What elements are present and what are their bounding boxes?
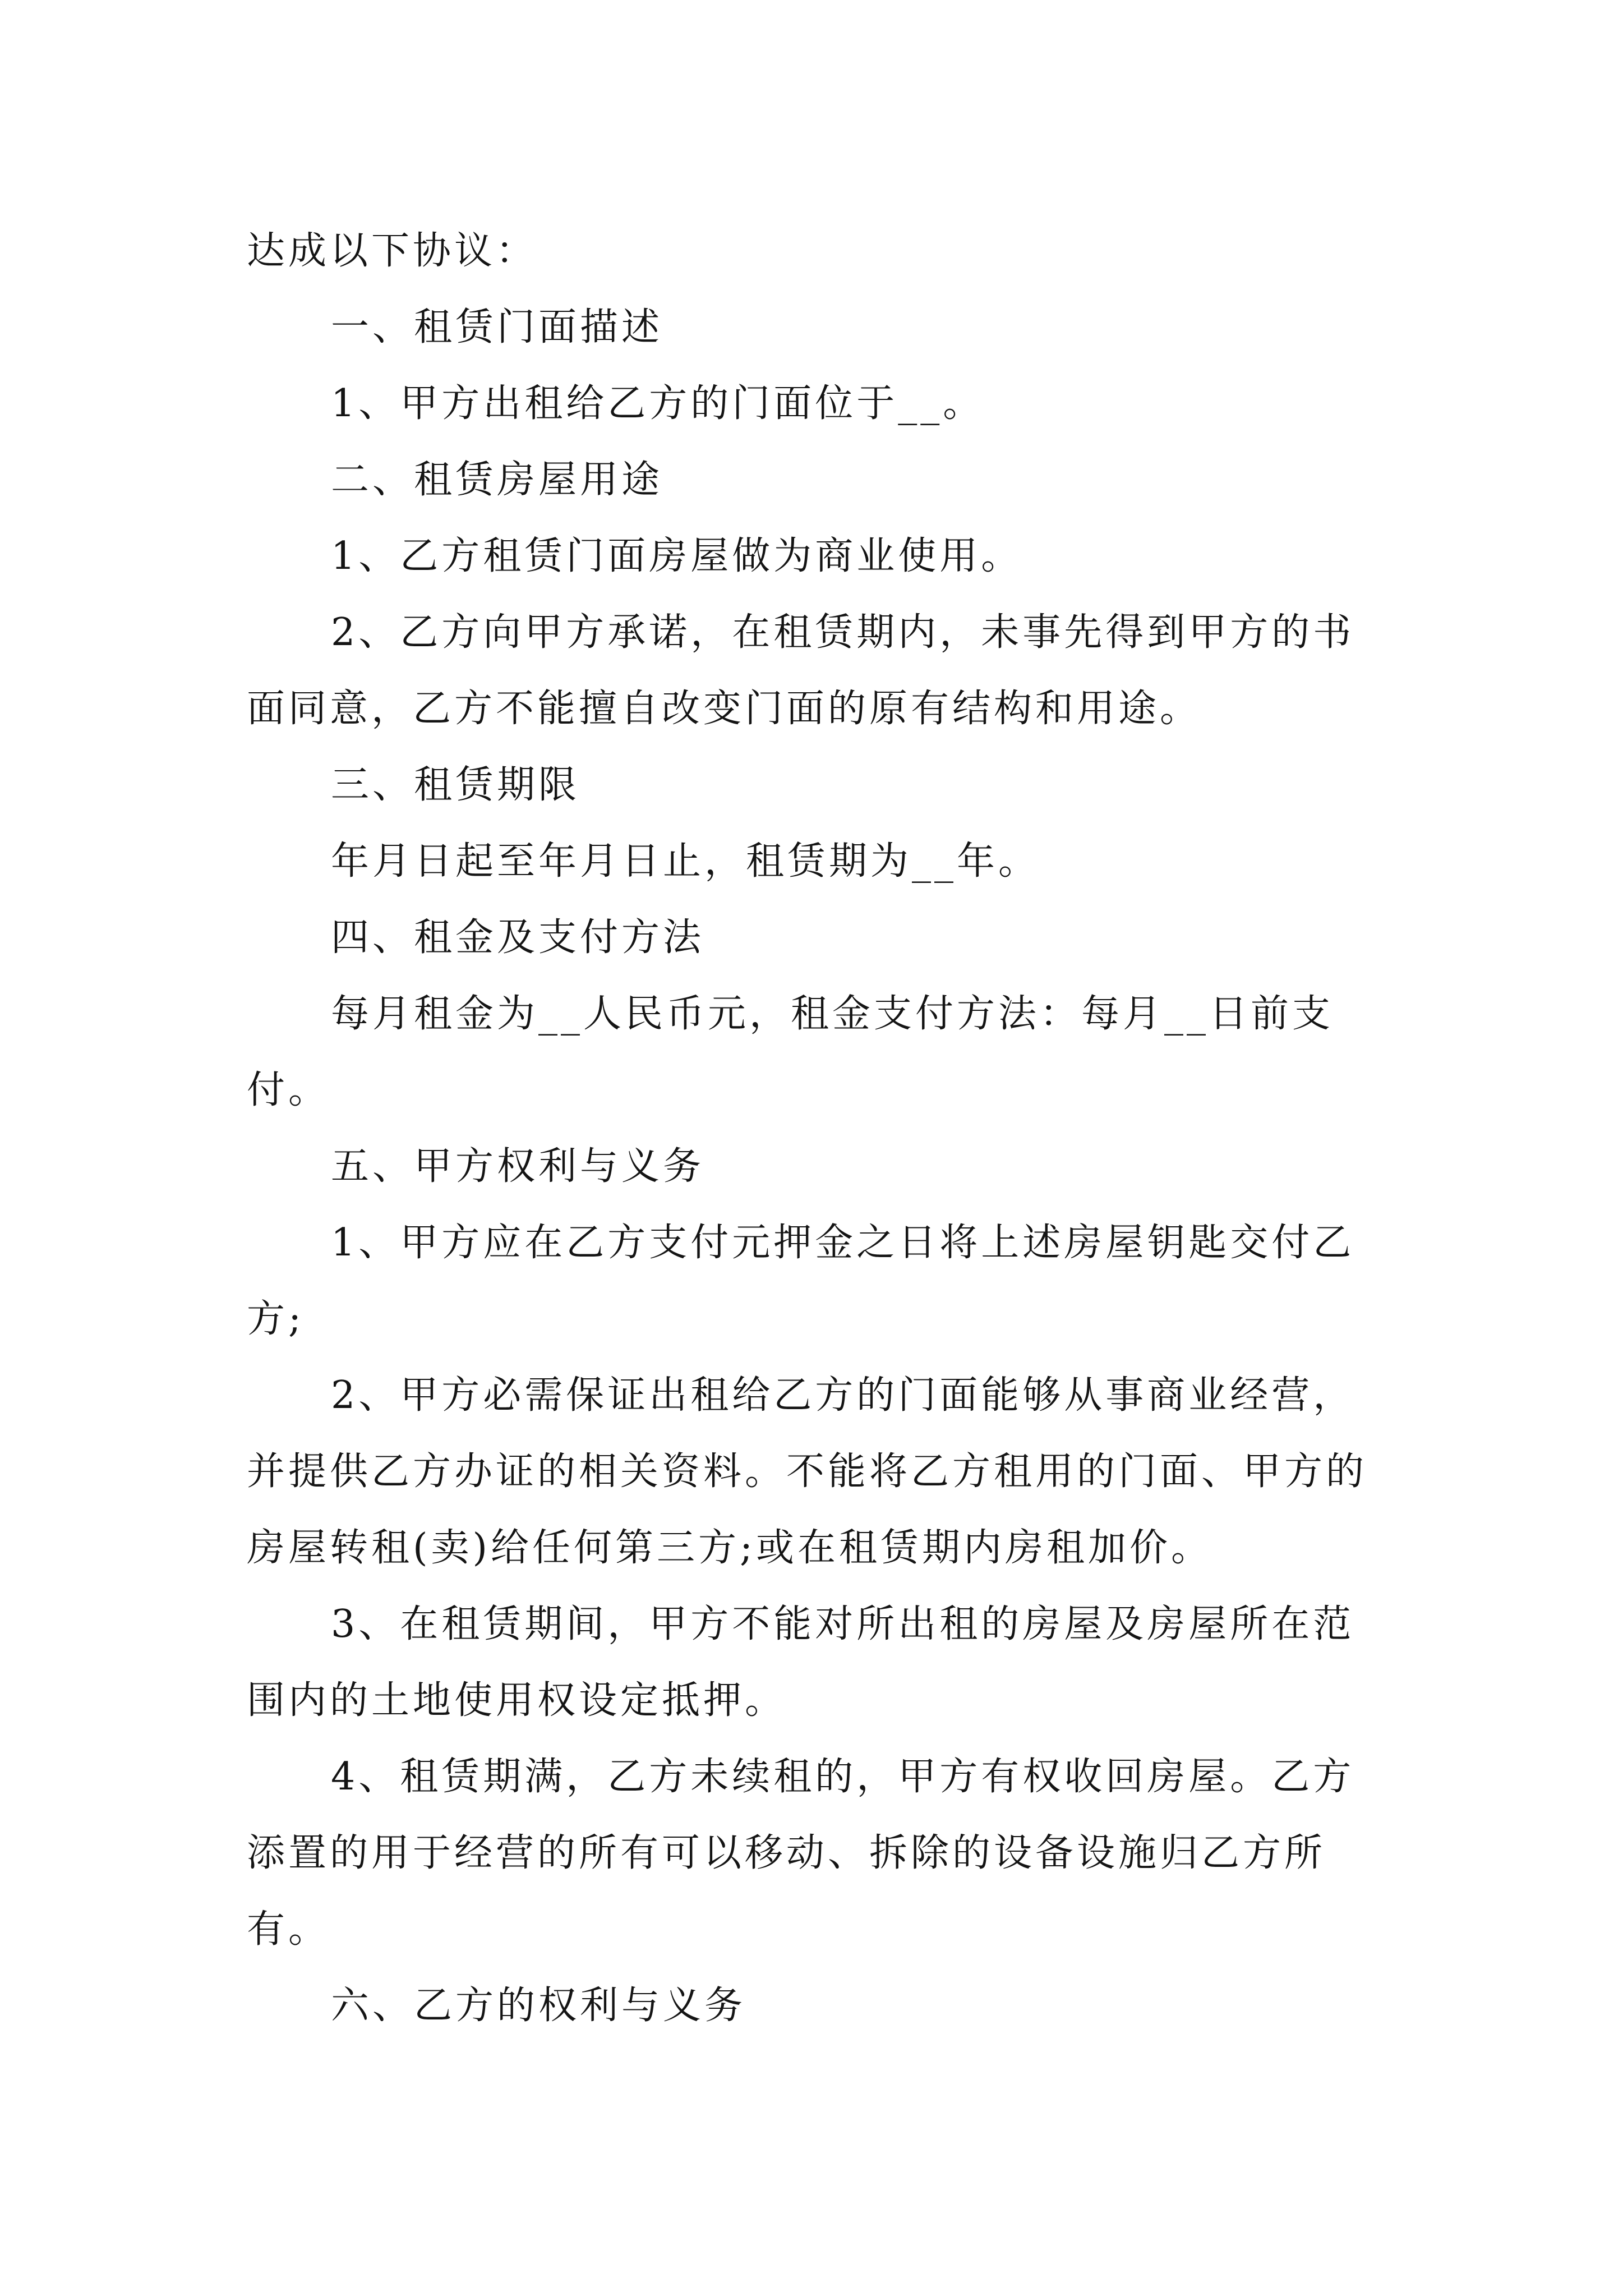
clause-2-1: 1、乙方租赁门面房屋做为商业使用。 bbox=[331, 534, 1023, 578]
section-heading-2: 二、租赁房屋用途 bbox=[331, 458, 663, 502]
clause-1-1: 1、甲方出租给乙方的门面位于__。 bbox=[331, 381, 985, 426]
clause-5-2: 2、甲方必需保证出租给乙方的门面能够从事商业经营，并提供乙方办证的相关资料。不能将乙方租用的门面、甲方的房屋转租(卖)给任何第三方;或在租赁期内房租加价。 bbox=[247, 1373, 1368, 1570]
section-heading-5: 五、甲方权利与义务 bbox=[331, 1144, 705, 1189]
clause-3-term: 年月日起至年月日止，租赁期为__年。 bbox=[331, 839, 1040, 884]
clause-2-2: 2、乙方向甲方承诺，在租赁期内，未事先得到甲方的书面同意，乙方不能擅自改变门面的原有结构和用途。 bbox=[247, 610, 1355, 731]
clause-5-1: 1、甲方应在乙方支付元押金之日将上述房屋钥匙交付乙方; bbox=[247, 1221, 1355, 1341]
document-body bbox=[247, 213, 1391, 2044]
section-heading-6: 六、乙方的权利与义务 bbox=[331, 1984, 746, 2028]
section-heading-1: 一、租赁门面描述 bbox=[331, 305, 663, 349]
clause-4-rent: 每月租金为__人民币元，租金支付方法：每月__日前支付。 bbox=[247, 992, 1334, 1112]
section-heading-4: 四、租金及支付方法 bbox=[331, 915, 705, 960]
section-heading-3: 三、租赁期限 bbox=[331, 763, 580, 807]
paragraph-intro: 达成以下协议： bbox=[247, 229, 538, 273]
clause-5-3: 3、在租赁期间，甲方不能对所出租的房屋及房屋所在范围内的土地使用权设定抵押。 bbox=[247, 1602, 1355, 1723]
clause-5-4: 4、租赁期满，乙方未续租的，甲方有权收回房屋。乙方添置的用于经营的所有可以移动、拆除的设备设施归乙方所有。 bbox=[247, 1755, 1355, 1952]
